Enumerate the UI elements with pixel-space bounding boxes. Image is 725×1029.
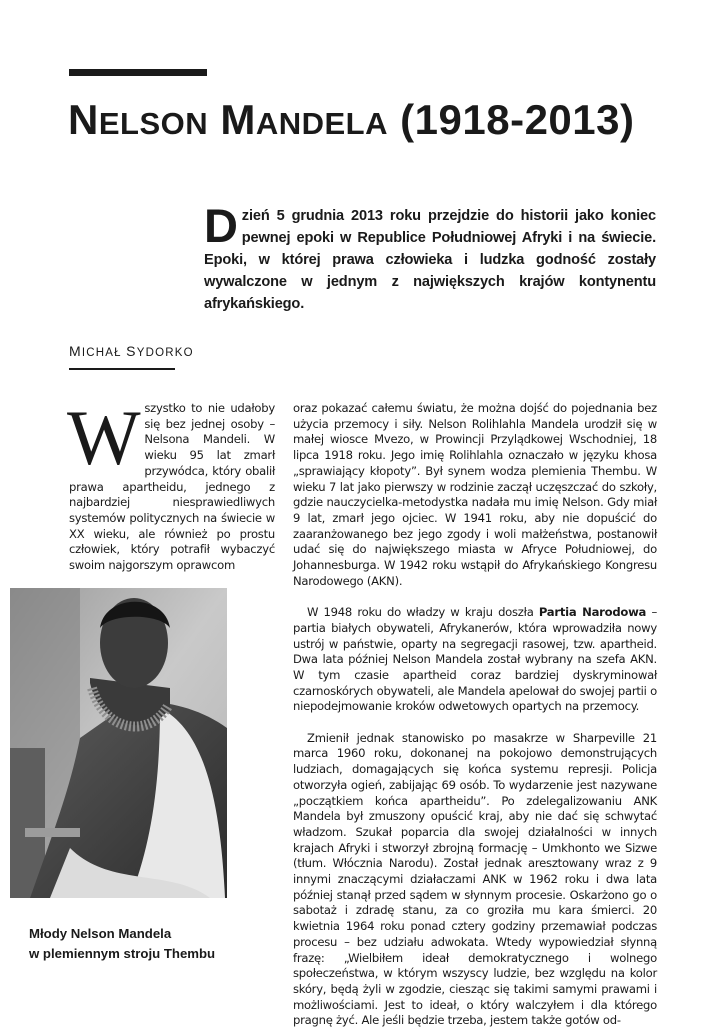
body-paragraph-3: Zmienił jednak stanowisko po masakrze w Sharpeville 21 marca 1960 roku, dokonanej na pokojowo demonstrujących ludziach, domagających się końca systemu represji. Policja otworzyła ogień, zabijając 69 osób. To wydarzenie jest nazywane „początkiem końca apartheidu”. Po zdelegalizowaniu ANK Mandela był zmuszony opuścić kraj, aby nie dać się schwytać władzom. Szukał poparcia dla swojej działalności w innych krajach Afryki i stworzył zbrojną formację – Umkhonto we Sizwe (tłum. Włócznia Narodu). Został jednak aresztowany wraz z 9 innymi znaczącymi działaczami ANK w 1962 roku i dwa lata później stanął przed sądem w słynnym procesie. Oskarżono go o sabotaż i zdradę stanu, za co groziła mu kara śmierci. 20 kwietnia 1964 roku ponad cztery godziny przemawiał podczas procesu – bez udziału adwokata. Wtedy wypowiedział słynną frazę: „Wielbiłem ideał demokratycznego i wolnego społeczeństwa, w którym wszyscy ludzie, bez względu na kolor skóry, będą żyli w zgodzie, ciesząc się takimi samymi prawami i możliwościami. Jest to ideał, o który walczyłem i dla którego pragnę żyć. Ale jeśli będzie trzeba, jestem także gotów od- bbox=[293, 730, 657, 1028]
party-name: Partia Narodowa bbox=[538, 605, 647, 620]
author-rule bbox=[69, 368, 175, 370]
body-column-right bbox=[293, 401, 657, 1029]
author-byline: MICHAŁ SYDORKO bbox=[69, 343, 194, 359]
lead-paragraph: Dzień 5 grudnia 2013 roku przejdzie do historii jako koniec pewnej epoki w Republice Południowej Afryki i na świecie. Epoki, w której prawa człowieka i ludzka godność zostały wywalczone w jednym z największych krajów kontynentu afrykańskiego. bbox=[204, 199, 656, 312]
lead-dropcap: D bbox=[204, 199, 238, 252]
body-paragraph-1-continued: oraz pokazać całemu światu, że można dojść do pojednania bez użycia przemocy i siły. Nelson Rolihlahla Mandela urodził się w małej wiosce Mvezo, w Prowincji Przylądkowej Wschodniej, 18 lipca 1918 roku. Jego imię Rolihlahla oznaczało w języku khosa „sprawiający kłopoty”. Był synem wodza plemienia Thembu. W wieku 7 lat jako pierwszy w rodzinie zaczął uczęszczać do szkoły, gdzie nauczycielka-metodystka nadała mu imię Nelson. Gdy miał 9 lat, zmarł jego ojciec. W 1941 roku, aby nie dopuścić do zaaranżowanego bez jego zgody i woli małżeństwa, postanowił udać się do największego miasta w Afryce Południowej, do Johannesburga. W 1942 roku wstąpił do Afrykańskiego Kongresu Narodowego (AKN). bbox=[293, 401, 657, 588]
body-column-left bbox=[67, 394, 275, 574]
mandela-photo bbox=[10, 588, 227, 898]
body-dropcap: W bbox=[67, 394, 141, 481]
title-rule bbox=[69, 69, 207, 76]
body-paragraph-1: Wszystko to nie udałoby się bez jednej osoby – Nelsona Mandeli. W wieku 95 lat zmarł przywódca, który obalił prawa apartheidu, jednego z najbardziej niesprawiedliwych systemów politycznych na świecie w XX wieku, ale również po prostu człowiek, który potrafił wybaczyć swoim najgorszym oprawcom bbox=[67, 394, 275, 573]
photo-caption: Młody Nelson Mandela w plemiennym stroju Thembu bbox=[29, 926, 216, 961]
body-paragraph-2: W 1948 roku do władzy w kraju doszła Partia Narodowa – partia białych obywateli, Afrykanerów, która wprowadziła nowy ustrój w państwie, oparty na segregacji rasowej, tzw. apartheid. Dwa lata później Nelson Mandela został wybrany na szefa AKN. W tym czasie apartheid coraz bardziej dyskryminował czarnoskórych obywateli, ale Mandela apelował do swojej partii o niepodejmowanie kroków odwetowych opartych na przemocy. bbox=[293, 605, 657, 714]
page-title: NELSON MANDELA (1918-2013) bbox=[68, 96, 635, 143]
